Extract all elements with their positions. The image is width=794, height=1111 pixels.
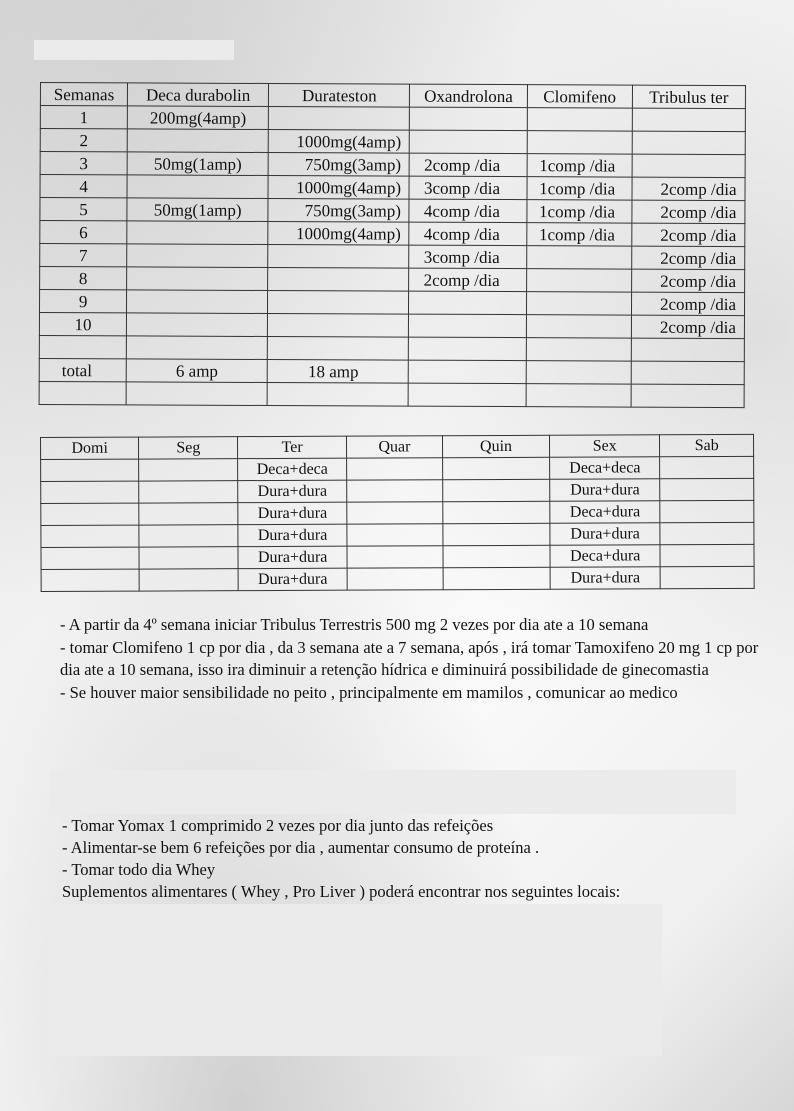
cycle-table-cell <box>39 335 126 358</box>
cycle-table-cell: 1 <box>40 106 127 129</box>
cycle-table-cell <box>127 290 268 314</box>
cycle-table-cell: 3comp /dia <box>409 245 526 269</box>
week-table-cell <box>347 568 443 590</box>
cycle-table-cell <box>631 384 744 407</box>
cycle-table-cell: 1000mg(4amp) <box>268 129 409 153</box>
cycle-table-cell <box>632 154 745 177</box>
header-domi: Domi <box>41 437 139 459</box>
week-table-cell <box>347 480 443 502</box>
week-table-cell: Dura+dura <box>238 568 347 590</box>
cycle-table-cell <box>632 108 745 131</box>
week-table-cell <box>347 546 443 568</box>
cycle-table-cell: 2comp /dia <box>631 315 744 338</box>
header-quin: Quin <box>442 435 549 457</box>
cycle-table <box>39 82 746 408</box>
week-table-cell <box>660 544 754 566</box>
week-table-cell <box>139 525 238 547</box>
header-clomifeno: Clomifeno <box>527 85 632 108</box>
cycle-table-cell: 3comp /dia <box>409 176 526 200</box>
header-ter: Ter <box>238 436 347 458</box>
week-table-cell <box>139 547 238 569</box>
cycle-table-cell: 7 <box>40 244 127 267</box>
header-sab: Sab <box>660 434 754 456</box>
cycle-table-cell <box>526 292 631 315</box>
cycle-table-cell <box>409 291 526 315</box>
instruction-tribulus: - A partir da 4º semana iniciar Tribulus Terrestris 500 mg 2 vezes por dia ate a 10 semana <box>60 615 649 634</box>
cycle-table-cell <box>526 246 631 269</box>
cycle-table-cell: 18 amp <box>267 359 408 383</box>
cycle-table-cell <box>632 131 745 154</box>
cycle-table-row <box>40 221 745 247</box>
week-table-cell <box>139 569 238 591</box>
redacted-header <box>34 40 234 60</box>
cycle-table-cell <box>127 267 268 291</box>
cycle-table-cell <box>267 382 408 406</box>
week-table-cell <box>660 478 754 500</box>
week-table-cell: Deca+deca <box>238 458 347 480</box>
week-table-cell <box>443 523 550 545</box>
week-table-row <box>41 566 754 591</box>
cycle-table-row <box>39 358 744 384</box>
cycle-table-cell <box>526 315 631 338</box>
cycle-table-cell: 2comp /dia <box>631 246 744 269</box>
cycle-table-cell: 1000mg(4amp) <box>268 221 409 245</box>
week-table-cell: Dura+dura <box>550 479 660 501</box>
cycle-table-cell <box>268 336 409 360</box>
cycle-table-cell <box>268 244 409 268</box>
week-table-cell <box>443 545 550 567</box>
cycle-table-cell: 1000mg(4amp) <box>268 175 409 199</box>
week-schedule-table <box>40 434 755 592</box>
redacted-locations <box>50 904 662 1056</box>
cycle-table-cell <box>127 313 268 337</box>
cycle-table-cell <box>527 108 632 131</box>
cycle-table-cell: 6 amp <box>126 359 267 383</box>
cycle-table-cell: 750mg(3amp) <box>268 152 409 176</box>
cycle-table-cell <box>127 244 268 268</box>
cycle-table-cell <box>127 221 268 245</box>
cycle-table-cell: 4comp /dia <box>409 222 526 246</box>
cycle-table-cell <box>526 338 631 361</box>
cycle-table-cell: 10 <box>39 313 126 336</box>
cycle-table-cell <box>409 314 526 338</box>
cycle-table-cell: 3 <box>40 152 127 175</box>
header-tribulus: Tribulus ter <box>632 85 745 108</box>
cycle-table-cell: 2comp /dia <box>410 153 527 177</box>
week-table-cell: Dura+dura <box>238 546 347 568</box>
instruction-sensibilidade: - Se houver maior sensibilidade no peito , principalmente em mamilos , comunicar ao medico <box>60 682 678 702</box>
cycle-table-cell <box>526 361 631 384</box>
week-table-row <box>41 456 754 481</box>
cycle-table-cell <box>410 107 527 131</box>
cycle-table-cell: 2comp /dia <box>632 200 745 223</box>
cycle-table-cell: 4 <box>40 175 127 198</box>
cycle-table-cell: 2comp /dia <box>632 177 745 200</box>
cycle-table-cell <box>409 383 526 407</box>
cycle-table-row <box>40 129 745 155</box>
week-table-cell: Deca+deca <box>550 457 660 479</box>
instructions-block-2 <box>62 815 762 903</box>
cycle-table-cell: 1comp /dia <box>527 154 632 177</box>
cycle-table-cell <box>409 337 526 361</box>
week-table-cell <box>660 566 754 588</box>
cycle-table-cell <box>39 381 126 404</box>
week-table-cell <box>346 458 442 480</box>
cycle-table-cell <box>268 267 409 291</box>
cycle-table-cell: 200mg(4amp) <box>127 106 268 130</box>
week-table-row <box>41 544 754 569</box>
cycle-table-cell: 750mg(3amp) <box>268 198 409 222</box>
cycle-table-cell: 8 <box>40 267 127 290</box>
week-table-cell: Deca+dura <box>550 545 660 567</box>
week-table-cell <box>41 547 139 569</box>
cycle-table-cell: 2 <box>40 129 127 152</box>
instruction-alimentacao: - Alimentar-se bem 6 refeições por dia , aumentar consumo de proteína . <box>62 838 540 857</box>
cycle-table-cell <box>631 361 744 384</box>
cycle-table-cell: 9 <box>39 290 126 313</box>
week-table-cell <box>139 503 238 525</box>
week-table-cell <box>443 567 550 589</box>
cycle-table-cell <box>269 106 410 130</box>
header-durateston: Durateston <box>269 83 410 107</box>
header-oxandrolona: Oxandrolona <box>410 84 527 108</box>
header-seg: Seg <box>139 437 238 459</box>
week-table-row <box>41 478 754 503</box>
cycle-table-cell: 1comp /dia <box>527 177 632 200</box>
instruction-whey: - Tomar todo dia Whey <box>62 860 216 879</box>
cycle-table-cell <box>526 384 631 407</box>
cycle-table-cell: 1comp /dia <box>527 200 632 223</box>
cycle-table-cell <box>631 338 744 361</box>
cycle-table-cell <box>127 175 268 199</box>
cycle-table-cell <box>410 130 527 154</box>
week-table-cell <box>443 479 550 501</box>
week-table-cell <box>660 456 754 478</box>
cycle-table-cell <box>126 336 267 360</box>
cycle-table-header-row <box>40 83 745 109</box>
week-table-cell <box>347 502 443 524</box>
week-table-row <box>41 500 754 525</box>
cycle-table-row <box>40 175 745 201</box>
cycle-table-cell: 50mg(1amp) <box>127 198 268 222</box>
cycle-table-row <box>40 244 745 270</box>
week-table-cell <box>41 503 139 525</box>
cycle-table-cell: 1comp /dia <box>526 223 631 246</box>
instruction-yomax: - Tomar Yomax 1 comprimido 2 vezes por dia junto das refeições <box>62 816 494 835</box>
week-table-cell <box>139 481 238 503</box>
week-table-cell: Deca+dura <box>550 501 660 523</box>
cycle-table-cell <box>409 360 526 384</box>
cycle-table-cell: 2comp /dia <box>631 292 744 315</box>
cycle-table-cell: 4comp /dia <box>409 199 526 223</box>
cycle-table-row <box>40 198 745 224</box>
cycle-table-cell <box>526 269 631 292</box>
week-table-cell <box>41 569 139 591</box>
cycle-table-row <box>39 381 744 407</box>
cycle-table-row <box>39 335 744 361</box>
cycle-table-row <box>40 106 745 132</box>
cycle-table-cell: 2comp /dia <box>631 269 744 292</box>
cycle-table-cell <box>126 382 267 406</box>
cycle-table-cell <box>527 131 632 154</box>
week-table-cell <box>139 459 238 481</box>
cycle-table-cell: 2comp /dia <box>409 268 526 292</box>
cycle-table-cell: 2comp /dia <box>632 223 745 246</box>
header-quar: Quar <box>346 436 442 458</box>
week-table-header-row <box>41 434 754 459</box>
week-table-cell: Dura+dura <box>238 480 347 502</box>
cycle-table-row <box>39 290 744 316</box>
week-table-cell <box>443 457 550 479</box>
cycle-table-cell: 5 <box>40 198 127 221</box>
cycle-table-cell <box>268 290 409 314</box>
week-table-cell <box>41 459 139 481</box>
instructions-block-1 <box>60 614 760 704</box>
week-table-row <box>41 522 754 547</box>
instruction-clomifeno: - tomar Clomifeno 1 cp por dia , da 3 semana ate a 7 semana, após , irá tomar Tamoxifeno 20 mg 1 cp por dia ate a 10 semana, isso ira diminuir a retenção hídrica e diminuirá possibilidade de ginecomastia <box>60 637 759 679</box>
header-semanas: Semanas <box>40 83 127 106</box>
redacted-middle <box>50 770 736 814</box>
instruction-suplementos: Suplementos alimentares ( Whey , Pro Liver ) poderá encontrar nos seguintes locais: <box>62 882 621 901</box>
week-table-cell <box>347 524 443 546</box>
cycle-table-cell: 50mg(1amp) <box>127 152 268 176</box>
week-table-cell <box>660 500 754 522</box>
cycle-table-cell: 6 <box>40 221 127 244</box>
cycle-table-cell <box>127 129 268 153</box>
week-table-cell <box>660 522 754 544</box>
week-table-cell: Dura+dura <box>238 524 347 546</box>
cycle-table-cell <box>268 313 409 337</box>
week-table-cell: Dura+dura <box>550 523 660 545</box>
cycle-table-row <box>40 267 745 293</box>
week-table-cell <box>41 525 139 547</box>
week-table-cell <box>41 481 139 503</box>
header-sex: Sex <box>550 435 660 457</box>
cycle-table-row <box>39 313 744 339</box>
week-table-cell <box>443 501 550 523</box>
cycle-table-row <box>40 152 745 178</box>
week-table-cell: Dura+dura <box>550 567 660 589</box>
cycle-table-cell: total <box>39 358 126 381</box>
header-deca-durabolin: Deca durabolin <box>128 83 269 107</box>
week-table-cell: Dura+dura <box>238 502 347 524</box>
